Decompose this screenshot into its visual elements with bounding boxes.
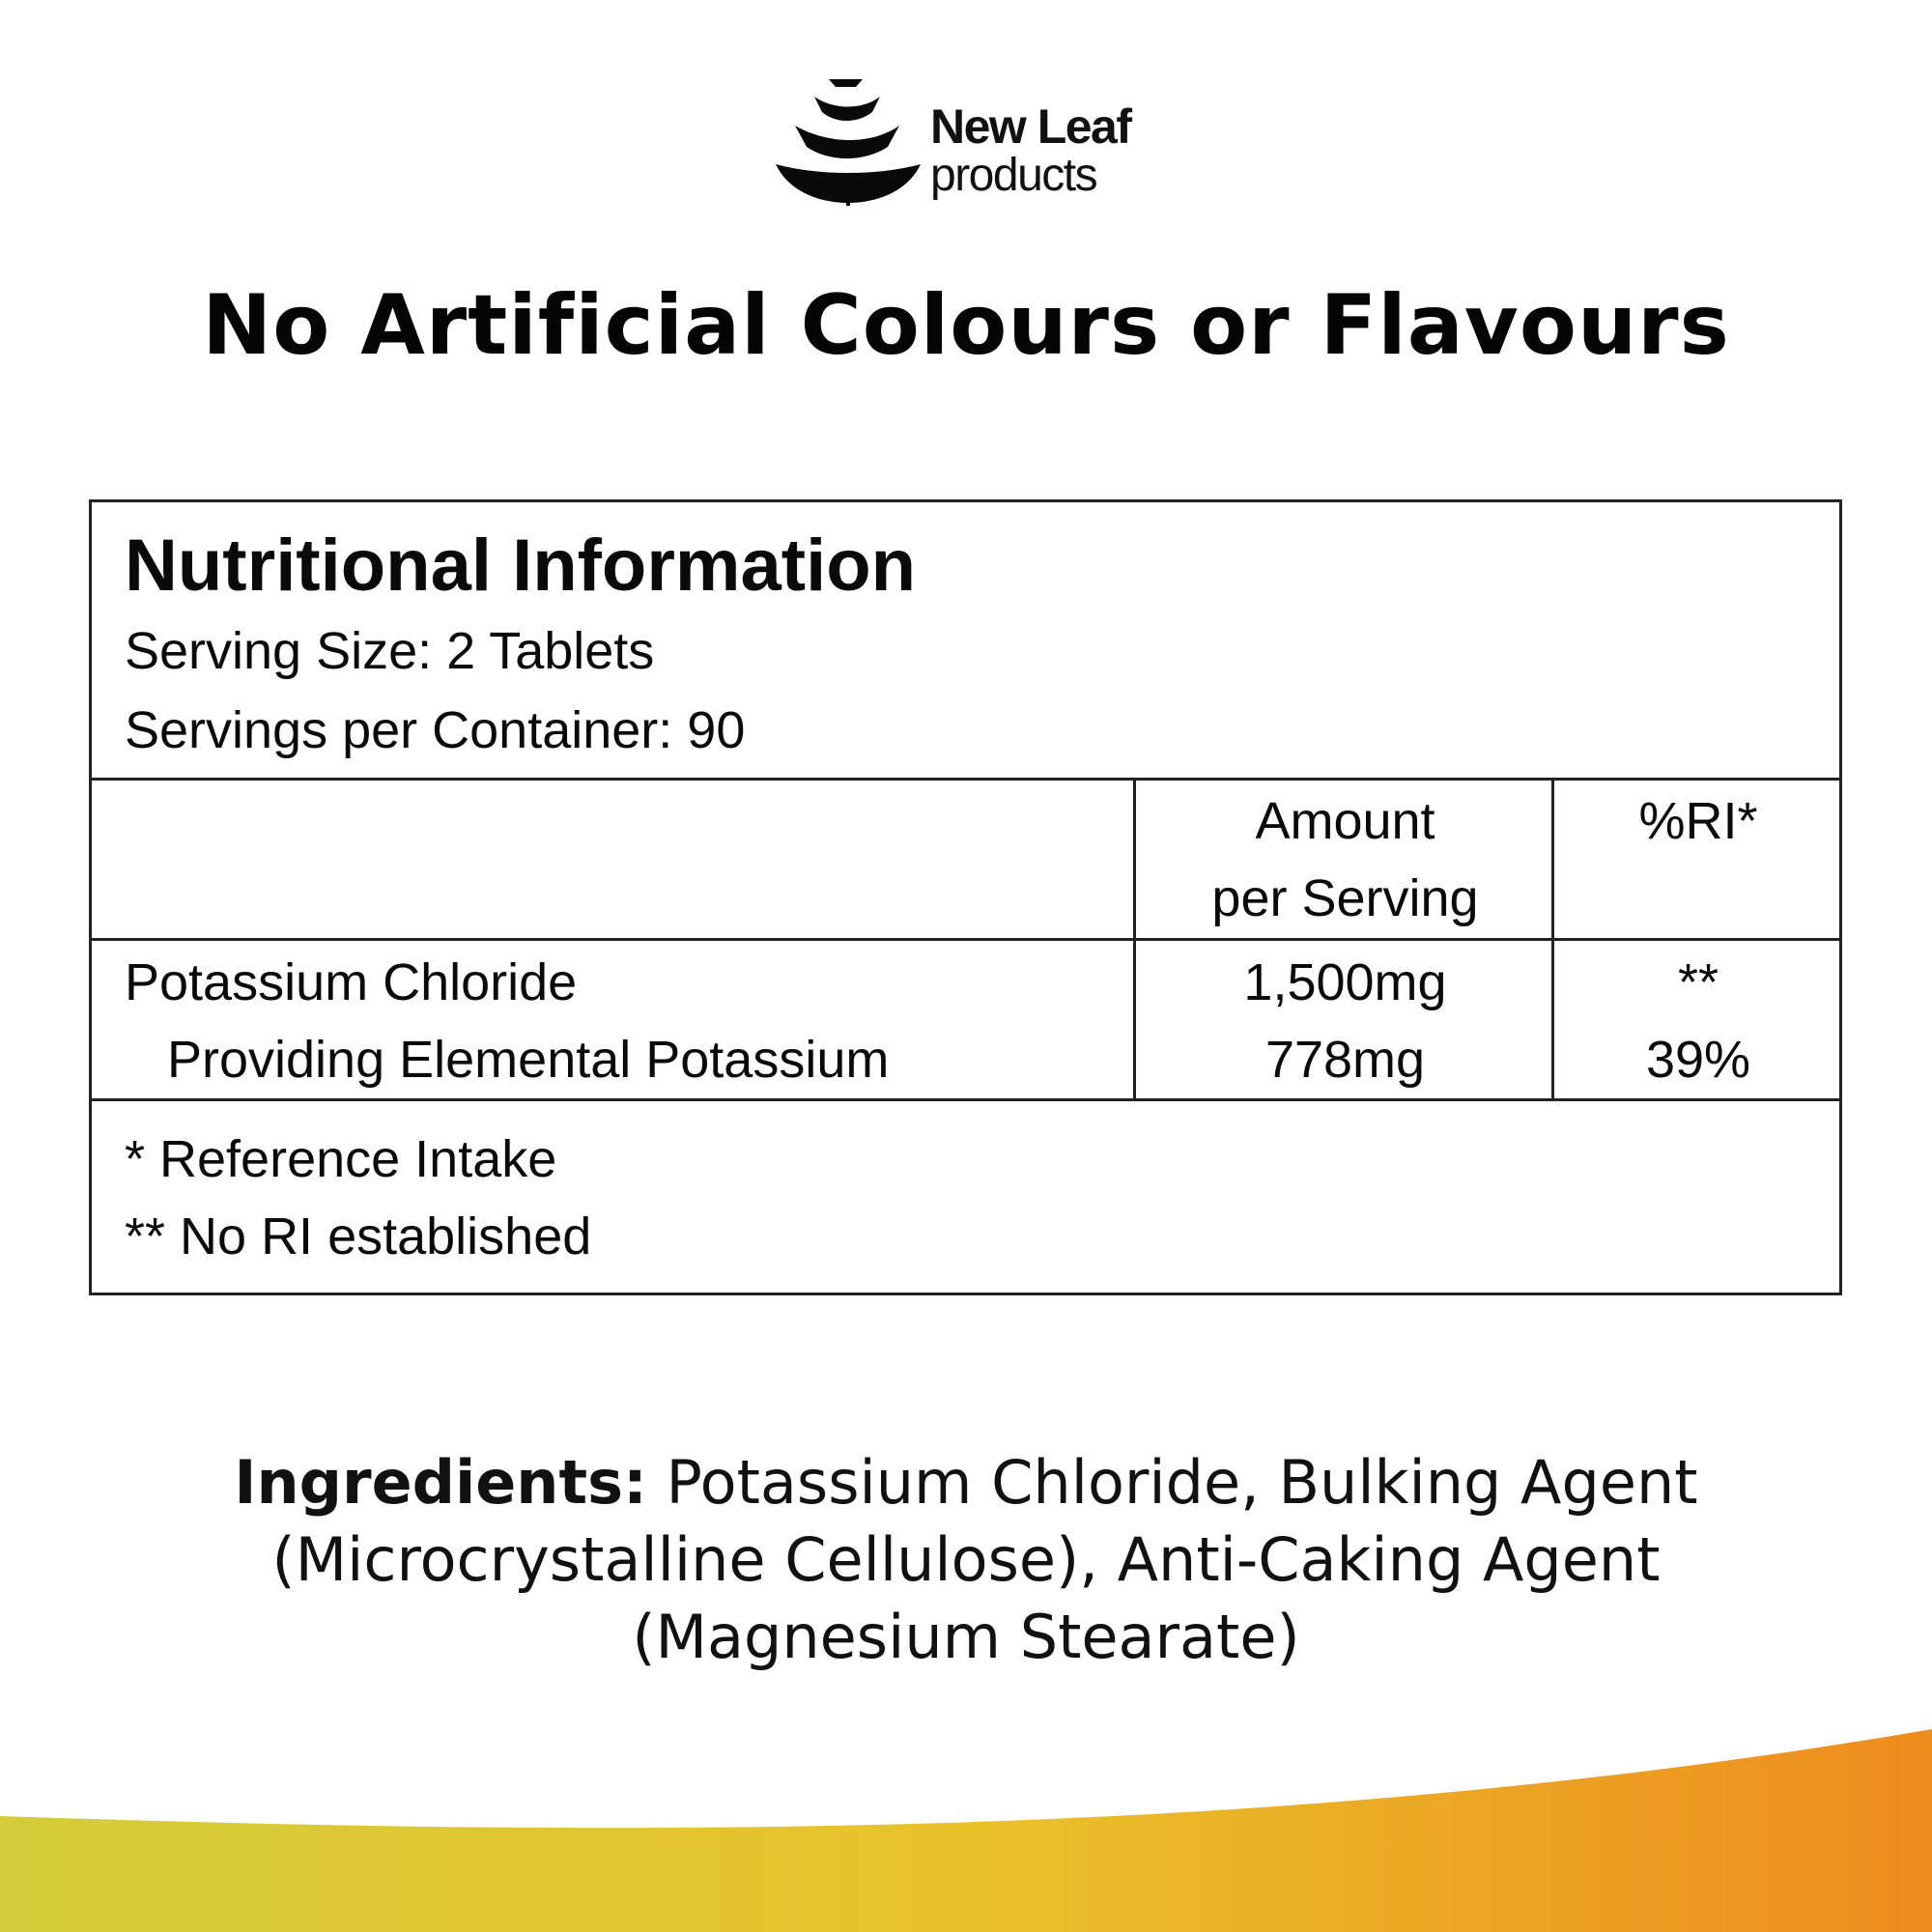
footnote-reference-intake: * Reference Intake [125,1130,557,1188]
table-row-amount: 1,500mg [1243,953,1447,1011]
ingredients-line-3: (Magnesium Stearate) [632,1602,1300,1672]
footnote-no-ri: ** No RI established [125,1208,592,1265]
table-row-name: Potassium Chloride [125,953,578,1011]
servings-per-container: Servings per Container: 90 [125,701,746,759]
table-row-name: Providing Elemental Potassium [167,1031,890,1089]
header-amount-line2: per Serving [1211,869,1479,927]
ingredients-line-1 [145,1444,1787,1521]
table-row-amount: 778mg [1264,1031,1426,1089]
new-leaf-logo-icon [776,75,921,206]
decorative-wave [0,1700,1932,1932]
ingredients [145,1444,1787,1676]
nutrition-panel [89,499,1842,1295]
brand-name: New Leaf [930,99,1131,154]
serving-size: Serving Size: 2 Tablets [125,622,655,680]
brand-subtitle: products [930,150,1097,201]
header-amount-line1: Amount [1255,792,1435,850]
divider [92,938,1839,941]
divider [92,1098,1839,1101]
brand-logo [776,75,1181,211]
table-row-ri: ** [1677,953,1719,1011]
divider [92,778,1839,781]
headline: No Artificial Colours or Flavours [202,277,1730,374]
header-ri: %RI* [1638,792,1758,850]
table-row-ri: 39% [1645,1031,1751,1089]
ingredients-label: Ingredients: [234,1447,647,1518]
nutrition-title: Nutritional Information [125,525,917,607]
ingredients-line-2: (Microcrystalline Cellulose), Anti-Caking Agent [271,1524,1661,1595]
ingredients-text-1: Potassium Chloride, Bulking Agent [646,1447,1698,1518]
